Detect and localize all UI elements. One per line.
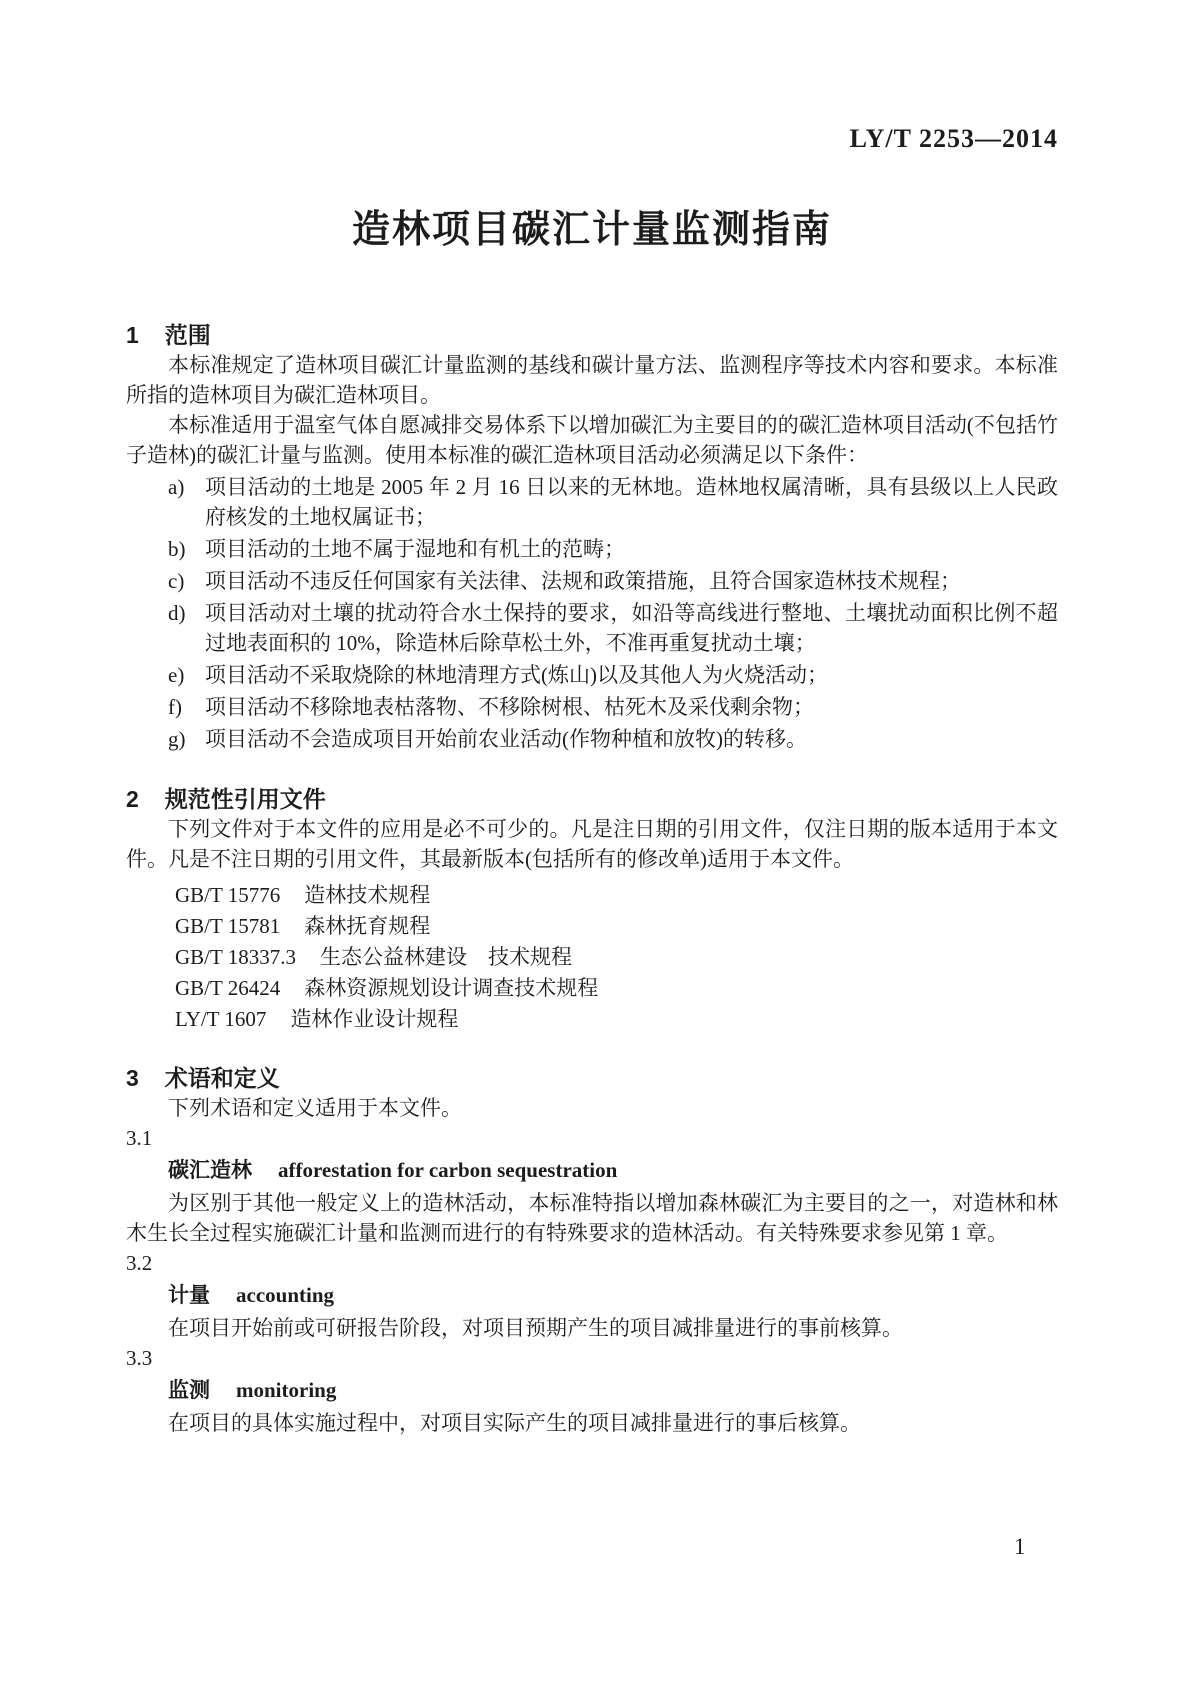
term-zh: 碳汇造林	[168, 1159, 252, 1182]
section-1-heading	[126, 320, 1058, 350]
section-1-paragraph-2: 本标准适用于温室气体自愿减排交易体系下以增加碳汇为主要目的的碳汇造林项目活动(不包括竹子造林)的碳汇计量与监测。使用本标准的碳汇造林项目活动必须满足以下条件：	[126, 413, 1058, 467]
reference-code: GB/T 15776	[175, 883, 281, 907]
term-en: accounting	[236, 1283, 335, 1307]
term-head	[126, 1153, 1058, 1188]
condition-list	[126, 472, 1058, 754]
terms-intro: 下列术语和定义适用于本文件。	[168, 1096, 462, 1120]
section-2-heading	[126, 784, 1058, 814]
reference-item	[126, 911, 1058, 942]
reference-title: 森林资源规划设计调查技术规程	[304, 976, 599, 1000]
list-item	[126, 472, 1058, 532]
list-item-label: c)	[168, 569, 185, 593]
reference-code: LY/T 1607	[175, 1007, 267, 1031]
term-entry	[126, 1123, 1058, 1248]
list-item-label: b)	[168, 537, 186, 561]
term-definition: 在项目开始前或可研报告阶段，对项目预期产生的项目减排量进行的事前核算。	[168, 1316, 903, 1340]
standard-code: LY/T 2253—2014	[849, 124, 1058, 153]
list-item	[126, 534, 1058, 564]
list-item-text: 项目活动不移除地表枯落物、不移除树根、枯死木及采伐剩余物；	[205, 695, 814, 719]
term-number: 3.1	[126, 1126, 153, 1150]
section-2-number: 2	[126, 786, 139, 812]
list-item	[126, 660, 1058, 690]
term-entry	[126, 1343, 1058, 1438]
section-3-number: 3	[126, 1065, 139, 1091]
list-item-text: 项目活动不会造成项目开始前农业活动(作物种植和放牧)的转移。	[205, 727, 807, 751]
section-1-title: 范围	[164, 322, 211, 348]
term-head	[126, 1373, 1058, 1408]
reference-code: GB/T 18337.3	[175, 945, 296, 969]
reference-item	[126, 942, 1058, 973]
section-1-body	[126, 350, 1058, 754]
list-item-label: a)	[168, 475, 185, 499]
reference-title: 生态公益林建设 技术规程	[319, 945, 572, 969]
term-entry	[126, 1248, 1058, 1343]
section-1-number: 1	[126, 322, 139, 348]
list-item-text: 项目活动的土地是 2005 年 2 月 16 日以来的无林地。造林地权属清晰，具有县级以上人民政府核发的土地权属证书；	[205, 475, 1058, 529]
list-item-label: g)	[168, 727, 186, 751]
term-en: afforestation for carbon sequestration	[278, 1158, 618, 1182]
list-item	[126, 692, 1058, 722]
document-title: 造林项目碳汇计量监测指南	[351, 209, 832, 251]
term-zh: 监测	[168, 1379, 210, 1402]
section-3-heading	[126, 1063, 1058, 1093]
section-3-title: 术语和定义	[164, 1065, 280, 1091]
term-number: 3.3	[126, 1346, 153, 1370]
term-number: 3.2	[126, 1251, 153, 1275]
list-item-text: 项目活动的土地不属于湿地和有机土的范畴；	[205, 537, 625, 561]
list-item-text: 项目活动不采取烧除的林地清理方式(炼山)以及其他人为火烧活动；	[205, 663, 828, 687]
page-number: 1	[1014, 1534, 1026, 1559]
reference-code: GB/T 15781	[175, 914, 281, 938]
term-definition: 在项目的具体实施过程中，对项目实际产生的项目减排量进行的事后核算。	[168, 1411, 861, 1435]
list-item-text: 项目活动对土壤的扰动符合水土保持的要求，如沿等高线进行整地、土壤扰动面积比例不超过地表面积的 10%，除造林后除草松土外，不准再重复扰动土壤；	[205, 601, 1058, 655]
reference-title: 造林技术规程	[304, 883, 431, 907]
section-3-body	[126, 1093, 1058, 1438]
reference-title: 森林抚育规程	[304, 914, 431, 938]
term-definition: 为区别于其他一般定义上的造林活动，本标准特指以增加森林碳汇为主要目的之一，对造林和林木生长全过程实施碳汇计量和监测而进行的有特殊要求的造林活动。有关特殊要求参见第 1 章。	[126, 1191, 1058, 1245]
list-item-label: f)	[168, 695, 182, 719]
reference-title: 造林作业设计规程	[290, 1007, 459, 1031]
section-2-body	[126, 814, 1058, 1035]
term-head	[126, 1278, 1058, 1313]
list-item-label: d)	[168, 601, 186, 625]
list-item	[126, 598, 1058, 658]
section-1-paragraph-1: 本标准规定了造林项目碳汇计量监测的基线和碳计量方法、监测程序等技术内容和要求。本标准所指的造林项目为碳汇造林项目。	[126, 353, 1058, 407]
reference-item	[126, 973, 1058, 1004]
section-2-paragraph: 下列文件对于本文件的应用是必不可少的。凡是注日期的引用文件，仅注日期的版本适用于本文件。凡是不注日期的引用文件，其最新版本(包括所有的修改单)适用于本文件。	[126, 817, 1058, 871]
term-zh: 计量	[168, 1284, 210, 1307]
reference-item	[126, 880, 1058, 911]
term-en: monitoring	[236, 1378, 337, 1402]
list-item	[126, 566, 1058, 596]
list-item-label: e)	[168, 663, 185, 687]
reference-code: GB/T 26424	[175, 976, 281, 1000]
list-item	[126, 724, 1058, 754]
section-2-title: 规范性引用文件	[164, 786, 326, 812]
reference-list	[126, 880, 1058, 1035]
reference-item	[126, 1004, 1058, 1035]
list-item-text: 项目活动不违反任何国家有关法律、法规和政策措施，且符合国家造林技术规程；	[205, 569, 961, 593]
